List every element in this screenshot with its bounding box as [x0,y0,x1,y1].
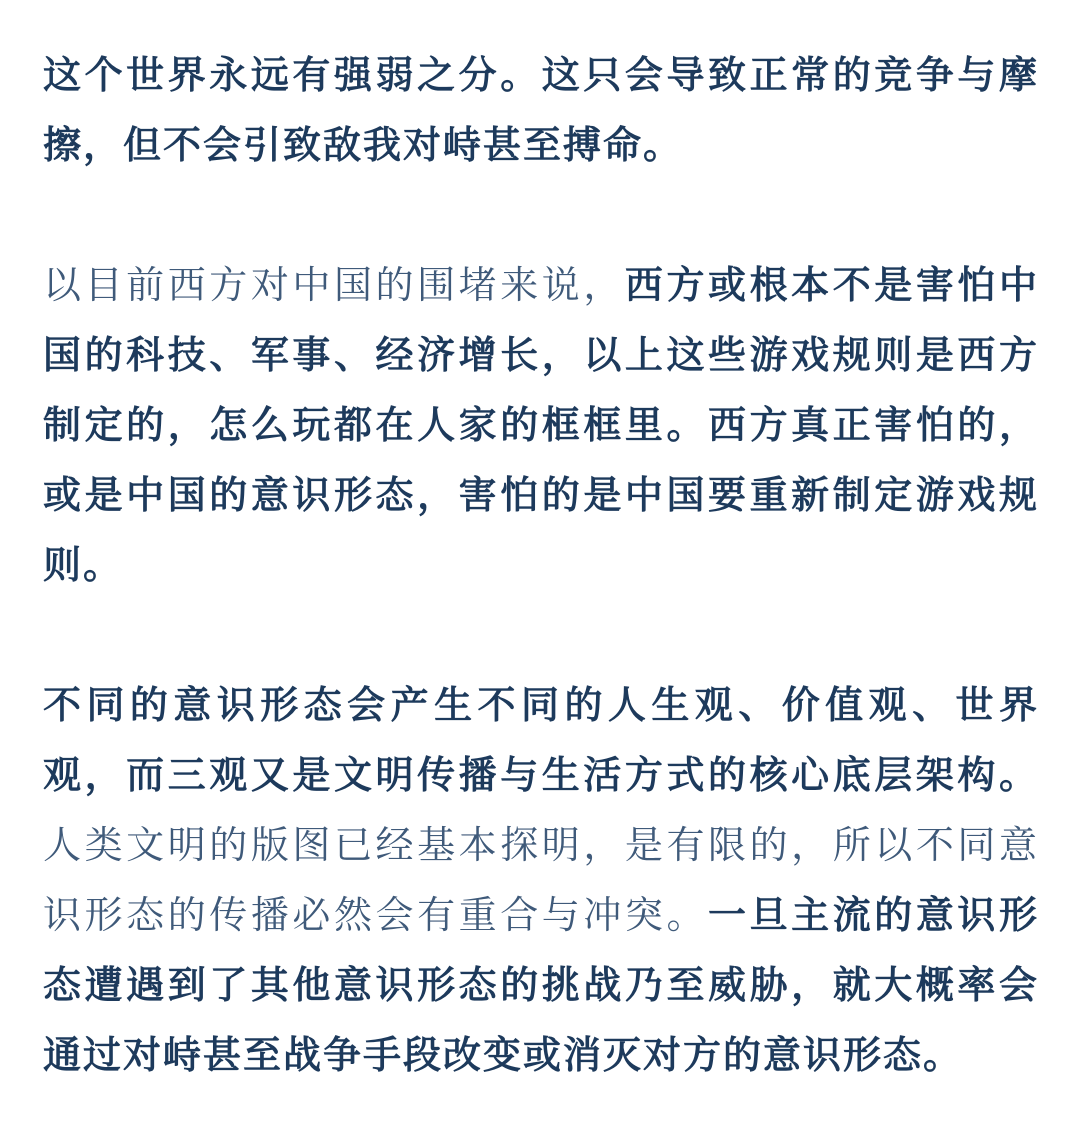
paragraph-3 [43,670,1039,1090]
bold-text: 一旦主流的意识形态遭遇到了其他意识形态的挑战乃至威胁，就大概率会通过对峙甚至战争手段改变或消灭对方的意识形态。 [43,893,1039,1077]
regular-text: 人类文明的版图已经基本探明，是有限的，所以不同意识形态的传播必然会有重合与冲突。 [43,823,1039,937]
bold-text: 这个世界永远有强弱之分。这只会导致正常的竞争与摩擦，但不会引致敌我对峙甚至搏命。 [43,53,1039,167]
article-body [43,40,1039,1090]
bold-text: 西方或根本不是害怕中国的科技、军事、经济增长，以上这些游戏规则是西方制定的，怎么玩都在人家的框框里。西方真正害怕的，或是中国的意识形态，害怕的是中国要重新制定游戏规则。 [43,263,1039,587]
regular-text: 以目前西方对中国的围堵来说， [43,263,625,307]
paragraph-2 [43,250,1039,600]
paragraph-1 [43,40,1039,180]
bold-text: 不同的意识形态会产生不同的人生观、价值观、世界观，而三观又是文明传播与生活方式的核心底层架构。 [43,683,1039,797]
